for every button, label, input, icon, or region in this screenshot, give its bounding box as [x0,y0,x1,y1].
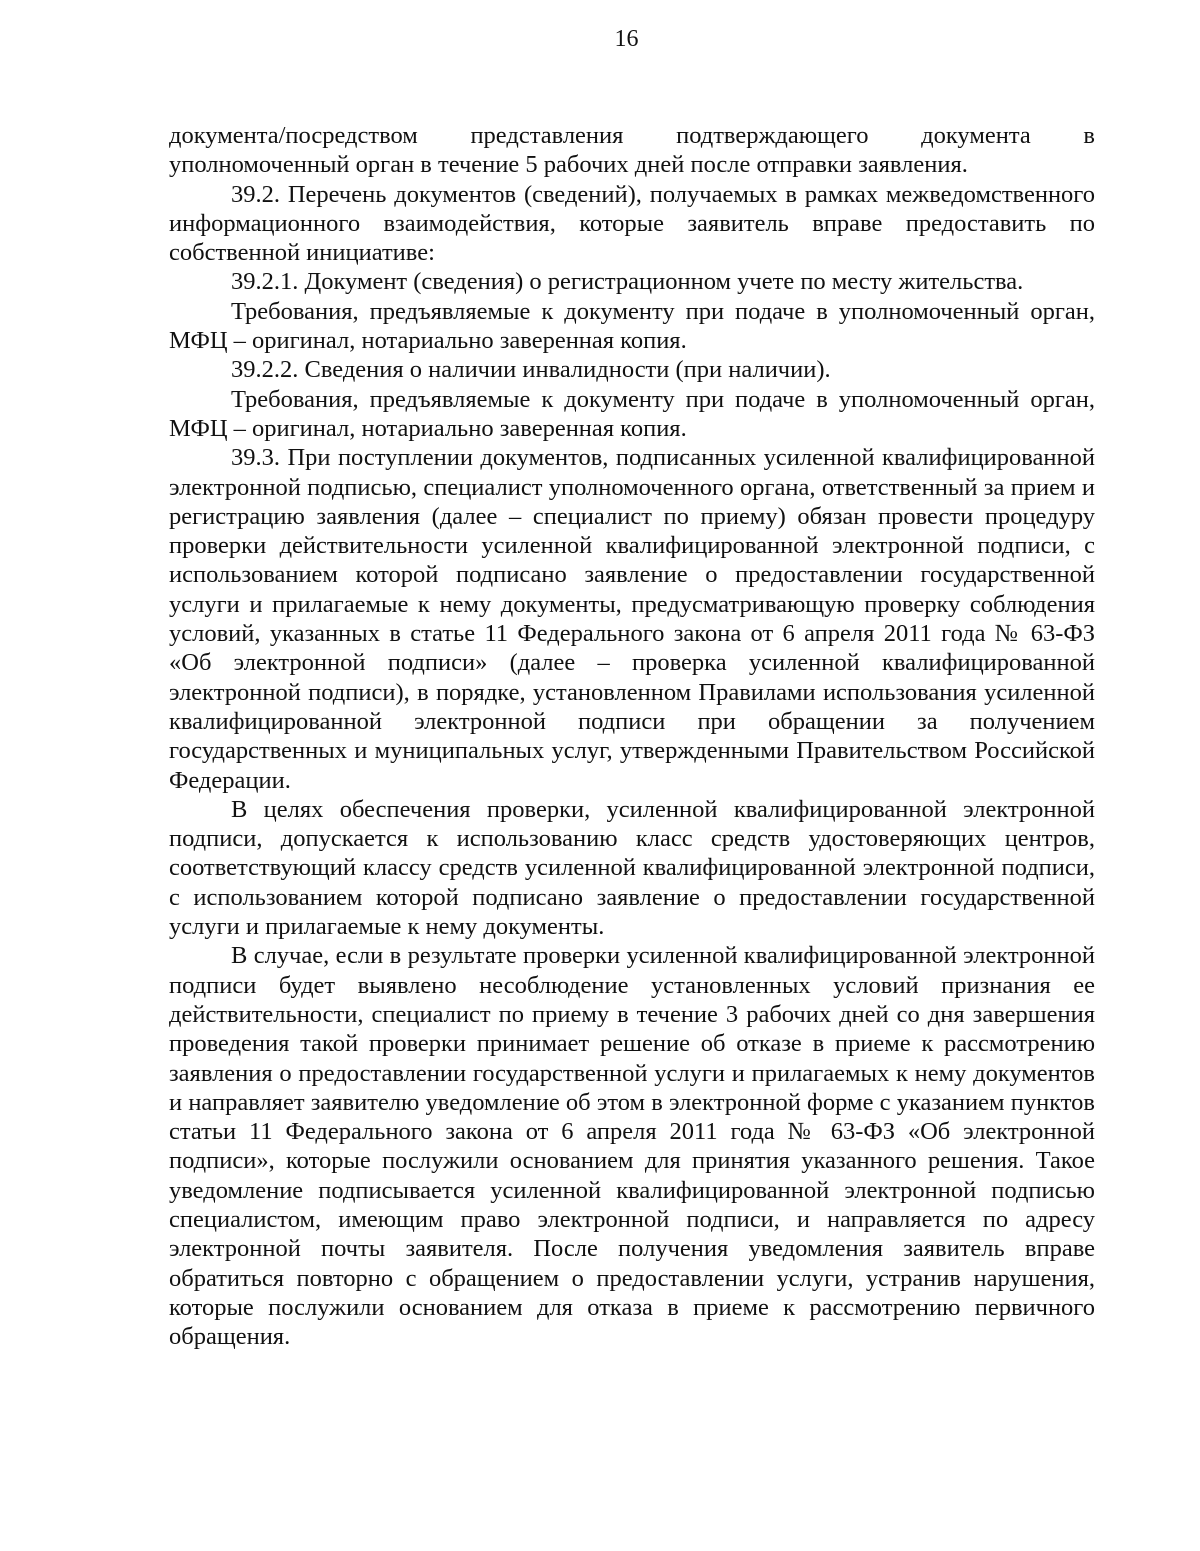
paragraph-39-2-2: 39.2.2. Сведения о наличии инвалидности (при наличии). [231,356,831,384]
paragraph-continuation: документа/посредством представления подтверждающего документа в уполномоченный орган в течение 5 рабочих дней после отправки заявления. [169,122,1095,179]
paragraph-39-2-1: 39.2.1. Документ (сведения) о регистрационном учете по месту жительства. [231,268,1024,296]
page-number: 16 [614,26,639,52]
document-body [169,121,1095,1351]
paragraph-signature-verification: В целях обеспечения проверки, усиленной квалифицированной электронной подписи, допускается к использованию класс средств удостоверяющих центров, соответствующий классу средств усиленной квалифицированной электронной подписи, с использованием которой подписано заявление о предоставлении государственной услуги и прилагаемые к нему документы. [169,795,1095,941]
paragraph-refusal-procedure: В случае, если в результате проверки усиленной квалифицированной электронной подписи будет выявлено несоблюдение установленных условий признания ее действительности, специалист по приему в течение 3 рабочих дней со дня завершения проведения такой проверки принимает решение об отказе в приеме к рассмотрению заявления о предоставлении государственной услуги и прилагаемых к нему документов и направляет заявителю уведомление об этом в электронной форме с указанием пунктов статьи 11 Федерального закона от 6 апреля 2011 года № 63-ФЗ «Об электронной подписи», которые послужили основанием для принятия указанного решения. Такое уведомление подписывается усиленной квалифицированной электронной подписью специалистом, имеющим право электронной подписи, и направляется по адресу электронной почты заявителя. После получения уведомления заявитель вправе обратиться повторно с обращением о предоставлении услуги, устранив нарушения, которые послужили основанием для отказа в приеме к рассмотрению первичного обращения. [169,942,1095,1351]
paragraph-39-2: 39.2. Перечень документов (сведений), получаемых в рамках межведомственного информационного взаимодействия, которые заявитель вправе предоставить по собственной инициативе: [169,180,1095,267]
paragraph-39-3: 39.3. При поступлении документов, подписанных усиленной квалифицированной электронной подписью, специалист уполномоченного органа, ответственный за прием и регистрацию заявления (далее – специалист по приему) обязан провести процедуру проверки действительности усиленной квалифицированной электронной подписи, с использованием которой подписано заявление о предоставлении государственной услуги и прилагаемые к нему документы, предусматривающую проверку соблюдения условий, указанных в статье 11 Федерального закона от 6 апреля 2011 года № 63-ФЗ «Об электронной подписи» (далее – проверка усиленной квалифицированной электронной подписи), в порядке, установленном Правилами использования усиленной квалифицированной электронной подписи при обращении за получением государственных и муниципальных услуг, утвержденными Правительством Российской Федерации. [169,444,1095,794]
paragraph-requirements-1: Требования, предъявляемые к документу при подаче в уполномоченный орган, МФЦ – оригинал, нотариально заверенная копия. [169,297,1095,355]
paragraph-requirements-2: Требования, предъявляемые к документу при подаче в уполномоченный орган, МФЦ – оригинал, нотариально заверенная копия. [169,385,1095,442]
